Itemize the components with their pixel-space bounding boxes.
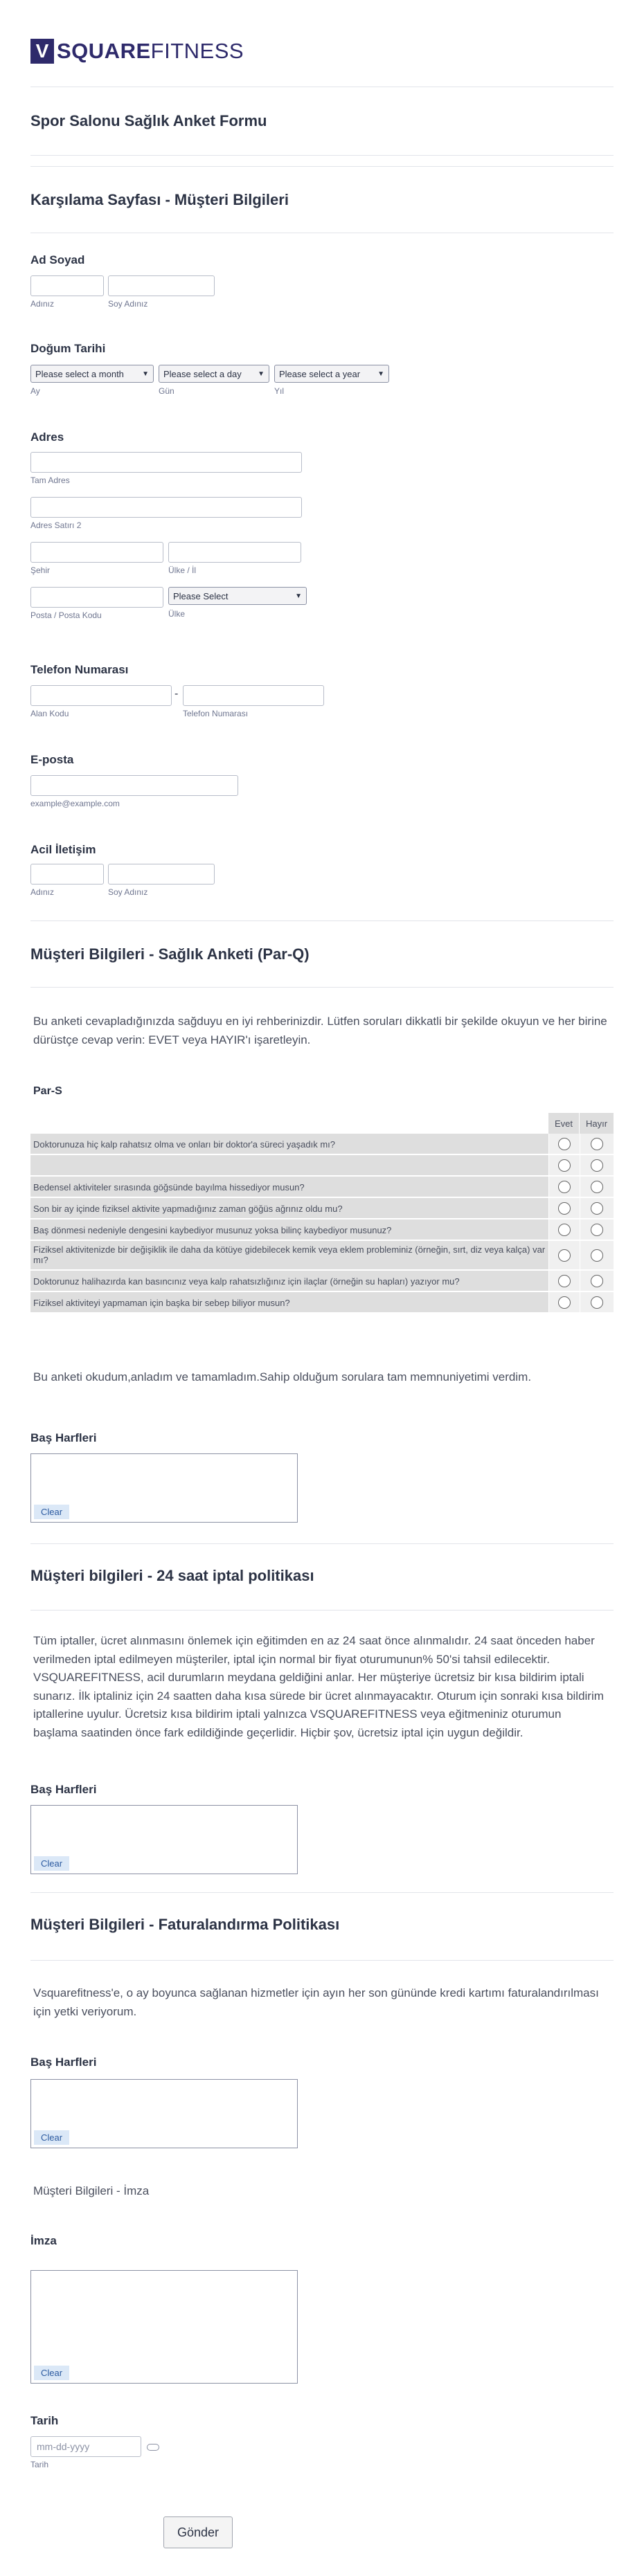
matrix-question: Fiziksel aktivitenizde bir değişiklik ile daha da kötüye gidebilecek kemik veya eklem probleminiz (örneğin, sırt, diz veya kalça) var mı?: [33, 1244, 546, 1265]
matrix-row: [30, 1219, 614, 1240]
radio-no[interactable]: [591, 1275, 603, 1287]
divider: [30, 920, 614, 921]
signature-label: İmza: [30, 2234, 57, 2247]
chevron-down-icon: ▼: [258, 370, 265, 378]
date-input[interactable]: mm-dd-yyyy: [30, 2436, 141, 2457]
state-sublabel: Ülke / İl: [168, 565, 197, 575]
email-label: E-posta: [30, 753, 74, 766]
matrix-row: [30, 1271, 614, 1291]
radio-no[interactable]: [591, 1138, 603, 1150]
matrix-cell-no: [580, 1198, 614, 1218]
birth-month-sublabel: Ay: [30, 386, 40, 396]
radio-no[interactable]: [591, 1296, 603, 1309]
phone-number-sublabel: Telefon Numarası: [183, 709, 249, 718]
matrix-header-no: Hayır: [580, 1113, 614, 1134]
signature-pad[interactable]: [30, 2270, 298, 2384]
email-hint: example@example.com: [30, 799, 120, 808]
matrix-row: [30, 1134, 614, 1154]
birth-year-select[interactable]: [274, 365, 389, 383]
birth-day-select[interactable]: [159, 365, 269, 383]
section-title-cancellation: Müşteri bilgileri - 24 saat iptal politikası: [30, 1567, 314, 1584]
country-sublabel: Ülke: [168, 609, 186, 619]
state-input[interactable]: [168, 542, 301, 563]
chevron-down-icon: ▼: [295, 592, 302, 600]
radio-no[interactable]: [591, 1159, 603, 1172]
parq-label: Par-S: [33, 1085, 62, 1097]
radio-yes[interactable]: [558, 1224, 571, 1236]
clear-button[interactable]: Clear: [34, 1856, 69, 1871]
divider: [30, 1960, 614, 1961]
birth-day-value: Please select a day: [163, 368, 242, 379]
matrix-cell-yes: [548, 1219, 580, 1240]
address-line1-sublabel: Tam Adres: [30, 475, 70, 485]
radio-yes[interactable]: [558, 1296, 571, 1309]
date-sublabel: Tarih: [30, 2460, 49, 2469]
brand-name-bold: SQUARE: [57, 39, 151, 63]
clear-button[interactable]: Clear: [34, 2366, 69, 2380]
brand-name-thin: FITNESS: [150, 39, 244, 63]
first-name-input[interactable]: [30, 275, 104, 296]
last-name-sublabel: Soy Adınız: [108, 299, 148, 309]
matrix-row: [30, 1155, 614, 1176]
section-title-welcome: Karşılama Sayfası - Müşteri Bilgileri: [30, 191, 289, 208]
matrix-cell-no: [580, 1292, 614, 1312]
birth-year-value: Please select a year: [279, 368, 361, 379]
cancellation-policy-text: Tüm iptaller, ücret alınmasını önlemek için eğitimden en az 24 saat önce alınmalıdır. 24 saat önceden haber verilmeden iptal edilmeyen müşteriler, iptal için normal bir fiyat oturumunun% 50'si tahsil edilecektir. VSQUAREFITNESS, acil durumların meydana geldiğini anlar. Her müşteriye ücretsiz bir kısa bildirim iptali sunarız. İlk iptaliniz için 24 saatten daha kısa sürede bir ücret alınmayacaktır. Oturum için sonraki kısa bildirim iptallerine uyulur. Ücretsiz kısa bildirim iptali yalnızca VSQUAREFITNESS veya eğitmeniniz oturumun başlama saatinden önce fark edildiğinde geçerlidir. Hiçbir şov, ücretsiz iptal için uygun değildir.: [33, 1634, 604, 1739]
phone-label: Telefon Numarası: [30, 663, 129, 676]
divider: [30, 987, 614, 988]
section-title-health: Müşteri Bilgileri - Sağlık Anketi (Par-Q): [30, 945, 310, 963]
radio-yes[interactable]: [558, 1249, 571, 1262]
matrix-question: Fiziksel aktiviteyi yapmaman için başka bir sebep biliyor musun?: [33, 1298, 290, 1308]
emergency-first-sublabel: Adınız: [30, 887, 55, 897]
matrix-row: [30, 1292, 614, 1313]
initials-pad-cancellation[interactable]: [30, 1805, 298, 1874]
city-sublabel: Şehir: [30, 565, 51, 575]
phone-area-input[interactable]: [30, 685, 172, 706]
initials-label-billing: Baş Harfleri: [30, 2056, 97, 2069]
radio-no[interactable]: [591, 1249, 603, 1262]
divider: [30, 155, 614, 156]
divider: [30, 1610, 614, 1611]
clear-button[interactable]: Clear: [34, 2130, 69, 2145]
clear-button[interactable]: Clear: [34, 1505, 69, 1519]
radio-no[interactable]: [591, 1181, 603, 1193]
radio-yes[interactable]: [558, 1181, 571, 1193]
city-input[interactable]: [30, 542, 163, 563]
radio-yes[interactable]: [558, 1159, 571, 1172]
emergency-label: Acil İletişim: [30, 843, 96, 856]
matrix-cell-yes: [548, 1292, 580, 1312]
divider: [30, 1543, 614, 1544]
phone-number-input[interactable]: [183, 685, 324, 706]
birth-day-sublabel: Gün: [159, 386, 175, 396]
last-name-input[interactable]: [108, 275, 215, 296]
health-intro-text: Bu anketi cevapladığınızda sağduyu en iyi rehberinizdir. Lütfen soruları dikkatli bir şekilde okuyun ve her birine dürüstçe cevap verin: EVET veya HAYIR'ı işaretleyin.: [33, 1015, 607, 1046]
date-label: Tarih: [30, 2414, 59, 2427]
matrix-question: Son bir ay içinde fiziksel aktivite yapmadığınız zaman göğüs ağrınız oldu mu?: [33, 1204, 343, 1214]
matrix-cell-no: [580, 1271, 614, 1291]
zip-sublabel: Posta / Posta Kodu: [30, 610, 102, 620]
country-select-value: Please Select: [173, 590, 229, 601]
matrix-question: Doktorunuz halihazırda kan basıncınız veya kalp rahatsızlığınız için ilaçlar (örneğin su hapları) yazıyor mu?: [33, 1276, 460, 1287]
initials-label-health: Baş Harfleri: [30, 1431, 97, 1444]
calendar-icon[interactable]: [147, 2444, 159, 2451]
matrix-cell-no: [580, 1155, 614, 1175]
name-label: Ad Soyad: [30, 253, 85, 266]
birth-year-sublabel: Yıl: [274, 386, 285, 396]
address-label: Adres: [30, 430, 64, 444]
divider: [30, 1892, 614, 1893]
phone-dash: -: [175, 688, 179, 700]
matrix-cell-yes: [548, 1198, 580, 1218]
country-select[interactable]: [168, 587, 307, 605]
section-title-billing: Müşteri Bilgileri - Faturalandırma Politikası: [30, 1916, 340, 1933]
signature-section-title: Müşteri Bilgileri - İmza: [33, 2184, 150, 2197]
email-input[interactable]: [30, 775, 238, 796]
birth-date-label: Doğum Tarihi: [30, 342, 106, 355]
emergency-first-input[interactable]: [30, 864, 104, 885]
divider: [30, 166, 614, 167]
matrix-row: [30, 1177, 614, 1197]
birth-month-value: Please select a month: [35, 368, 124, 379]
matrix-cell-yes: [548, 1155, 580, 1175]
birth-month-select[interactable]: [30, 365, 154, 383]
emergency-last-sublabel: Soy Adınız: [108, 887, 148, 897]
matrix-cell-yes: [548, 1241, 580, 1269]
matrix-cell-no: [580, 1241, 614, 1269]
submit-button[interactable]: Gönder: [163, 2516, 233, 2548]
matrix-question: Bedensel aktiviteler sırasında göğsünde bayılma hissediyor musun?: [33, 1182, 305, 1192]
address-line2-input[interactable]: [30, 497, 302, 518]
brand-logo-mark: V: [30, 39, 54, 64]
form-title: Spor Salonu Sağlık Anket Formu: [30, 112, 267, 129]
matrix-cell-yes: [548, 1271, 580, 1291]
chevron-down-icon: ▼: [142, 370, 149, 378]
address-line1-input[interactable]: [30, 452, 302, 473]
address-line2-sublabel: Adres Satırı 2: [30, 520, 82, 530]
radio-no[interactable]: [591, 1224, 603, 1236]
initials-label-cancellation: Baş Harfleri: [30, 1783, 97, 1796]
initials-pad-billing[interactable]: [30, 2079, 298, 2148]
first-name-sublabel: Adınız: [30, 299, 55, 309]
phone-area-sublabel: Alan Kodu: [30, 709, 69, 718]
matrix-cell-no: [580, 1177, 614, 1197]
initials-pad-health[interactable]: [30, 1453, 298, 1523]
zip-input[interactable]: [30, 587, 163, 608]
emergency-last-input[interactable]: [108, 864, 215, 885]
matrix-question: Baş dönmesi nedeniyle dengesini kaybediyor musunuz yoksa bilinç kaybediyor musunuz?: [33, 1225, 392, 1235]
matrix-cell-no: [580, 1219, 614, 1240]
matrix-cell-yes: [548, 1134, 580, 1154]
matrix-header-yes: Evet: [548, 1113, 579, 1134]
consent-text: Bu anketi okudum,anladım ve tamamladım.Sahip olduğum sorulara tam memnuniyetimi verdim.: [33, 1370, 532, 1384]
matrix-row: [30, 1198, 614, 1219]
radio-yes[interactable]: [558, 1202, 571, 1215]
radio-yes[interactable]: [558, 1138, 571, 1150]
radio-yes[interactable]: [558, 1275, 571, 1287]
matrix-question: Doktorunuza hiç kalp rahatsız olma ve onları bir doktor'a süreci yaşadık mı?: [33, 1139, 336, 1150]
billing-policy-text: Vsquarefitness'e, o ay boyunca sağlanan hizmetler için ayın her son gününde kredi kartımı faturalandırılması için yetki veriyorum.: [33, 1986, 599, 2018]
brand-logo: [30, 36, 244, 66]
matrix-cell-yes: [548, 1177, 580, 1197]
chevron-down-icon: ▼: [377, 370, 384, 378]
radio-no[interactable]: [591, 1202, 603, 1215]
matrix-cell-no: [580, 1134, 614, 1154]
matrix-row: [30, 1241, 614, 1270]
